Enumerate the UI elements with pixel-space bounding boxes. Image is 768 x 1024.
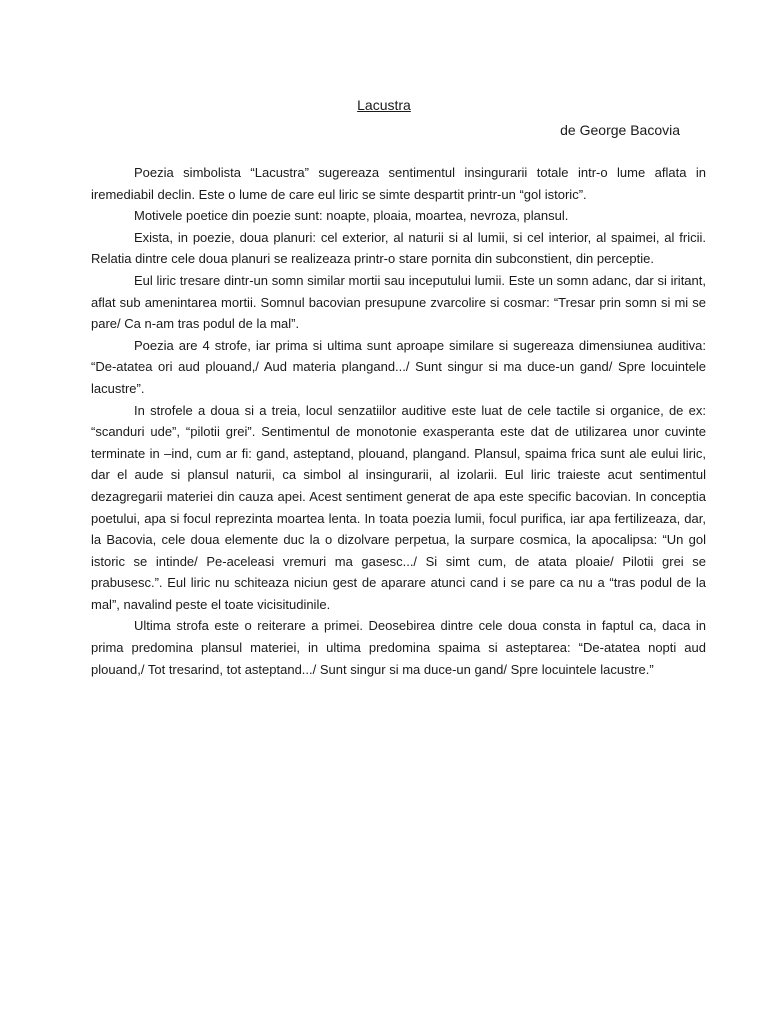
document-author: de George Bacovia — [560, 122, 680, 138]
paragraph: Motivele poetice din poezie sunt: noapte, ploaia, moartea, nevroza, plansul. — [134, 208, 569, 224]
document-title: Lacustra — [357, 97, 411, 113]
paragraph: In strofele a doua si a treia, locul senzatiilor auditive este luat de cele tactile si organice, de ex: “scanduri ude”, “pilotii grei”. Sentimentul de monotonie exasperanta este dat de utilizarea unor cuvinte terminate in –ind, cum ar fi: gand, asteptand, plouand, plangand. Plansul, spaima frica sunt ale eului liric, dar el aude si plansul naturii, ca simbol al insingurarii, al izolarii. Eul liric traieste acut sentimentul dezagregarii materiei din cauza apei. Acest sentiment generat de apa este specific bacovian. In conceptia poetului, apa si focul reprezinta moartea lenta. In toata poezia lumii, focul purifica, iar apa fertilizeaza, dar, la Bacovia, cele doua elemente duc la o dizolvare perpetua, la surpare cosmica, la apocalipsa: “Un gol istoric se intinde/ Pe-aceleasi vremuri ma gasesc.../ Si simt cum, de atata ploaie/ Pilotii grei se prabusesc.”. Eul liric nu schiteaza niciun gest de aparare atunci cand i se pare ca nu a “tras podul de la mal”, navalind peste el toate vicisitudinile. — [91, 402, 706, 612]
document-body — [91, 162, 706, 680]
paragraph: Ultima strofa este o reiterare a primei. Deosebirea dintre cele doua consta in faptul ca, daca in prima predomina plansul materiei, in ultima predomina spaima si asteptarea: “De-atatea nopti aud plouand,/ Tot tresarind, tot asteptand.../ Sunt singur si ma duce-un gand/ Spre locuintele lacustre.” — [91, 618, 706, 677]
paragraph: Exista, in poezie, doua planuri: cel exterior, al naturii si al lumii, si cel interior, al spaimei, al fricii. Relatia dintre cele doua planuri se realizeaza printr-o stare pornita din subconstient, din perceptie. — [91, 229, 706, 267]
paragraph: Poezia simbolista “Lacustra” sugereaza sentimentul insingurarii totale intr-o lume aflata in iremediabil declin. Este o lume de care eul liric se simte despartit printr-un “gol istoric”. — [91, 165, 706, 202]
paragraph: Eul liric tresare dintr-un somn similar mortii sau inceputului lumii. Este un somn adanc, dar si iritant, aflat sub amenintarea mortii. Somnul bacovian presupune zvarcolire si cosmar: “Tresar prin somn si mi se pare/ Ca n-am tras podul de la mal”. — [91, 272, 706, 332]
paragraph: Poezia are 4 strofe, iar prima si ultima sunt aproape similare si sugereaza dimensiunea auditiva: “De-atatea ori aud plouand,/ Aud materia plangand.../ Sunt singur si ma duce-un gand/ Spre locuintele lacustre”. — [91, 337, 706, 396]
